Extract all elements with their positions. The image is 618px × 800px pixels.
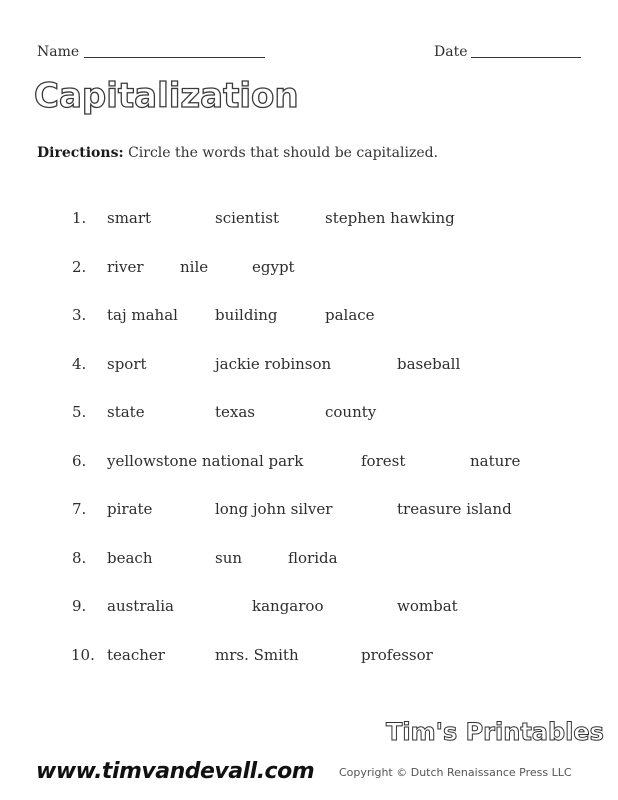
page-title: Capitalization [34,76,299,116]
word[interactable]: sport [107,355,147,373]
copyright: Copyright © Dutch Renaissance Press LLC [339,766,572,779]
item-number: 1. [72,209,87,227]
word[interactable]: pirate [107,500,153,518]
word[interactable]: baseball [397,355,461,373]
item-number: 6. [72,452,87,470]
directions-label: Directions: [37,145,124,161]
item-number: 3. [72,306,87,324]
word[interactable]: taj mahal [107,306,178,324]
word[interactable]: scientist [215,209,279,227]
item-number: 5. [72,403,87,421]
item-number: 9. [72,597,87,615]
item-number: 7. [72,500,87,518]
name-field-line[interactable] [84,57,265,58]
word[interactable]: county [325,403,377,421]
word[interactable]: stephen hawking [325,209,455,227]
word[interactable]: egypt [252,258,295,276]
date-label: Date [434,44,468,60]
word[interactable]: state [107,403,145,421]
word[interactable]: long john silver [215,500,333,518]
word[interactable]: nature [470,452,521,470]
word[interactable]: kangaroo [252,597,324,615]
word[interactable]: wombat [397,597,458,615]
directions [37,145,438,161]
item-number: 4. [72,355,87,373]
word[interactable]: mrs. Smith [215,646,299,664]
word[interactable]: yellowstone national park [107,452,304,470]
word[interactable]: teacher [107,646,165,664]
word[interactable]: beach [107,549,153,567]
item-number: 2. [72,258,87,276]
name-label: Name [37,44,80,60]
word[interactable]: smart [107,209,152,227]
word[interactable]: palace [325,306,375,324]
word[interactable]: river [107,258,144,276]
brand-logo: Tim's Printables [386,718,604,746]
item-number: 10. [71,646,95,664]
word[interactable]: nile [180,258,209,276]
website-url[interactable]: www.timvandevall.com [36,759,315,784]
word[interactable]: treasure island [397,500,512,518]
word[interactable]: jackie robinson [215,355,332,373]
item-number: 8. [72,549,87,567]
word[interactable]: building [215,306,278,324]
word[interactable]: sun [215,549,243,567]
word[interactable]: forest [361,452,406,470]
word[interactable]: australia [107,597,174,615]
word[interactable]: texas [215,403,256,421]
word[interactable]: florida [288,549,338,567]
date-field-line[interactable] [471,57,581,58]
directions-text: Circle the words that should be capitalized. [128,145,439,161]
word[interactable]: professor [361,646,433,664]
